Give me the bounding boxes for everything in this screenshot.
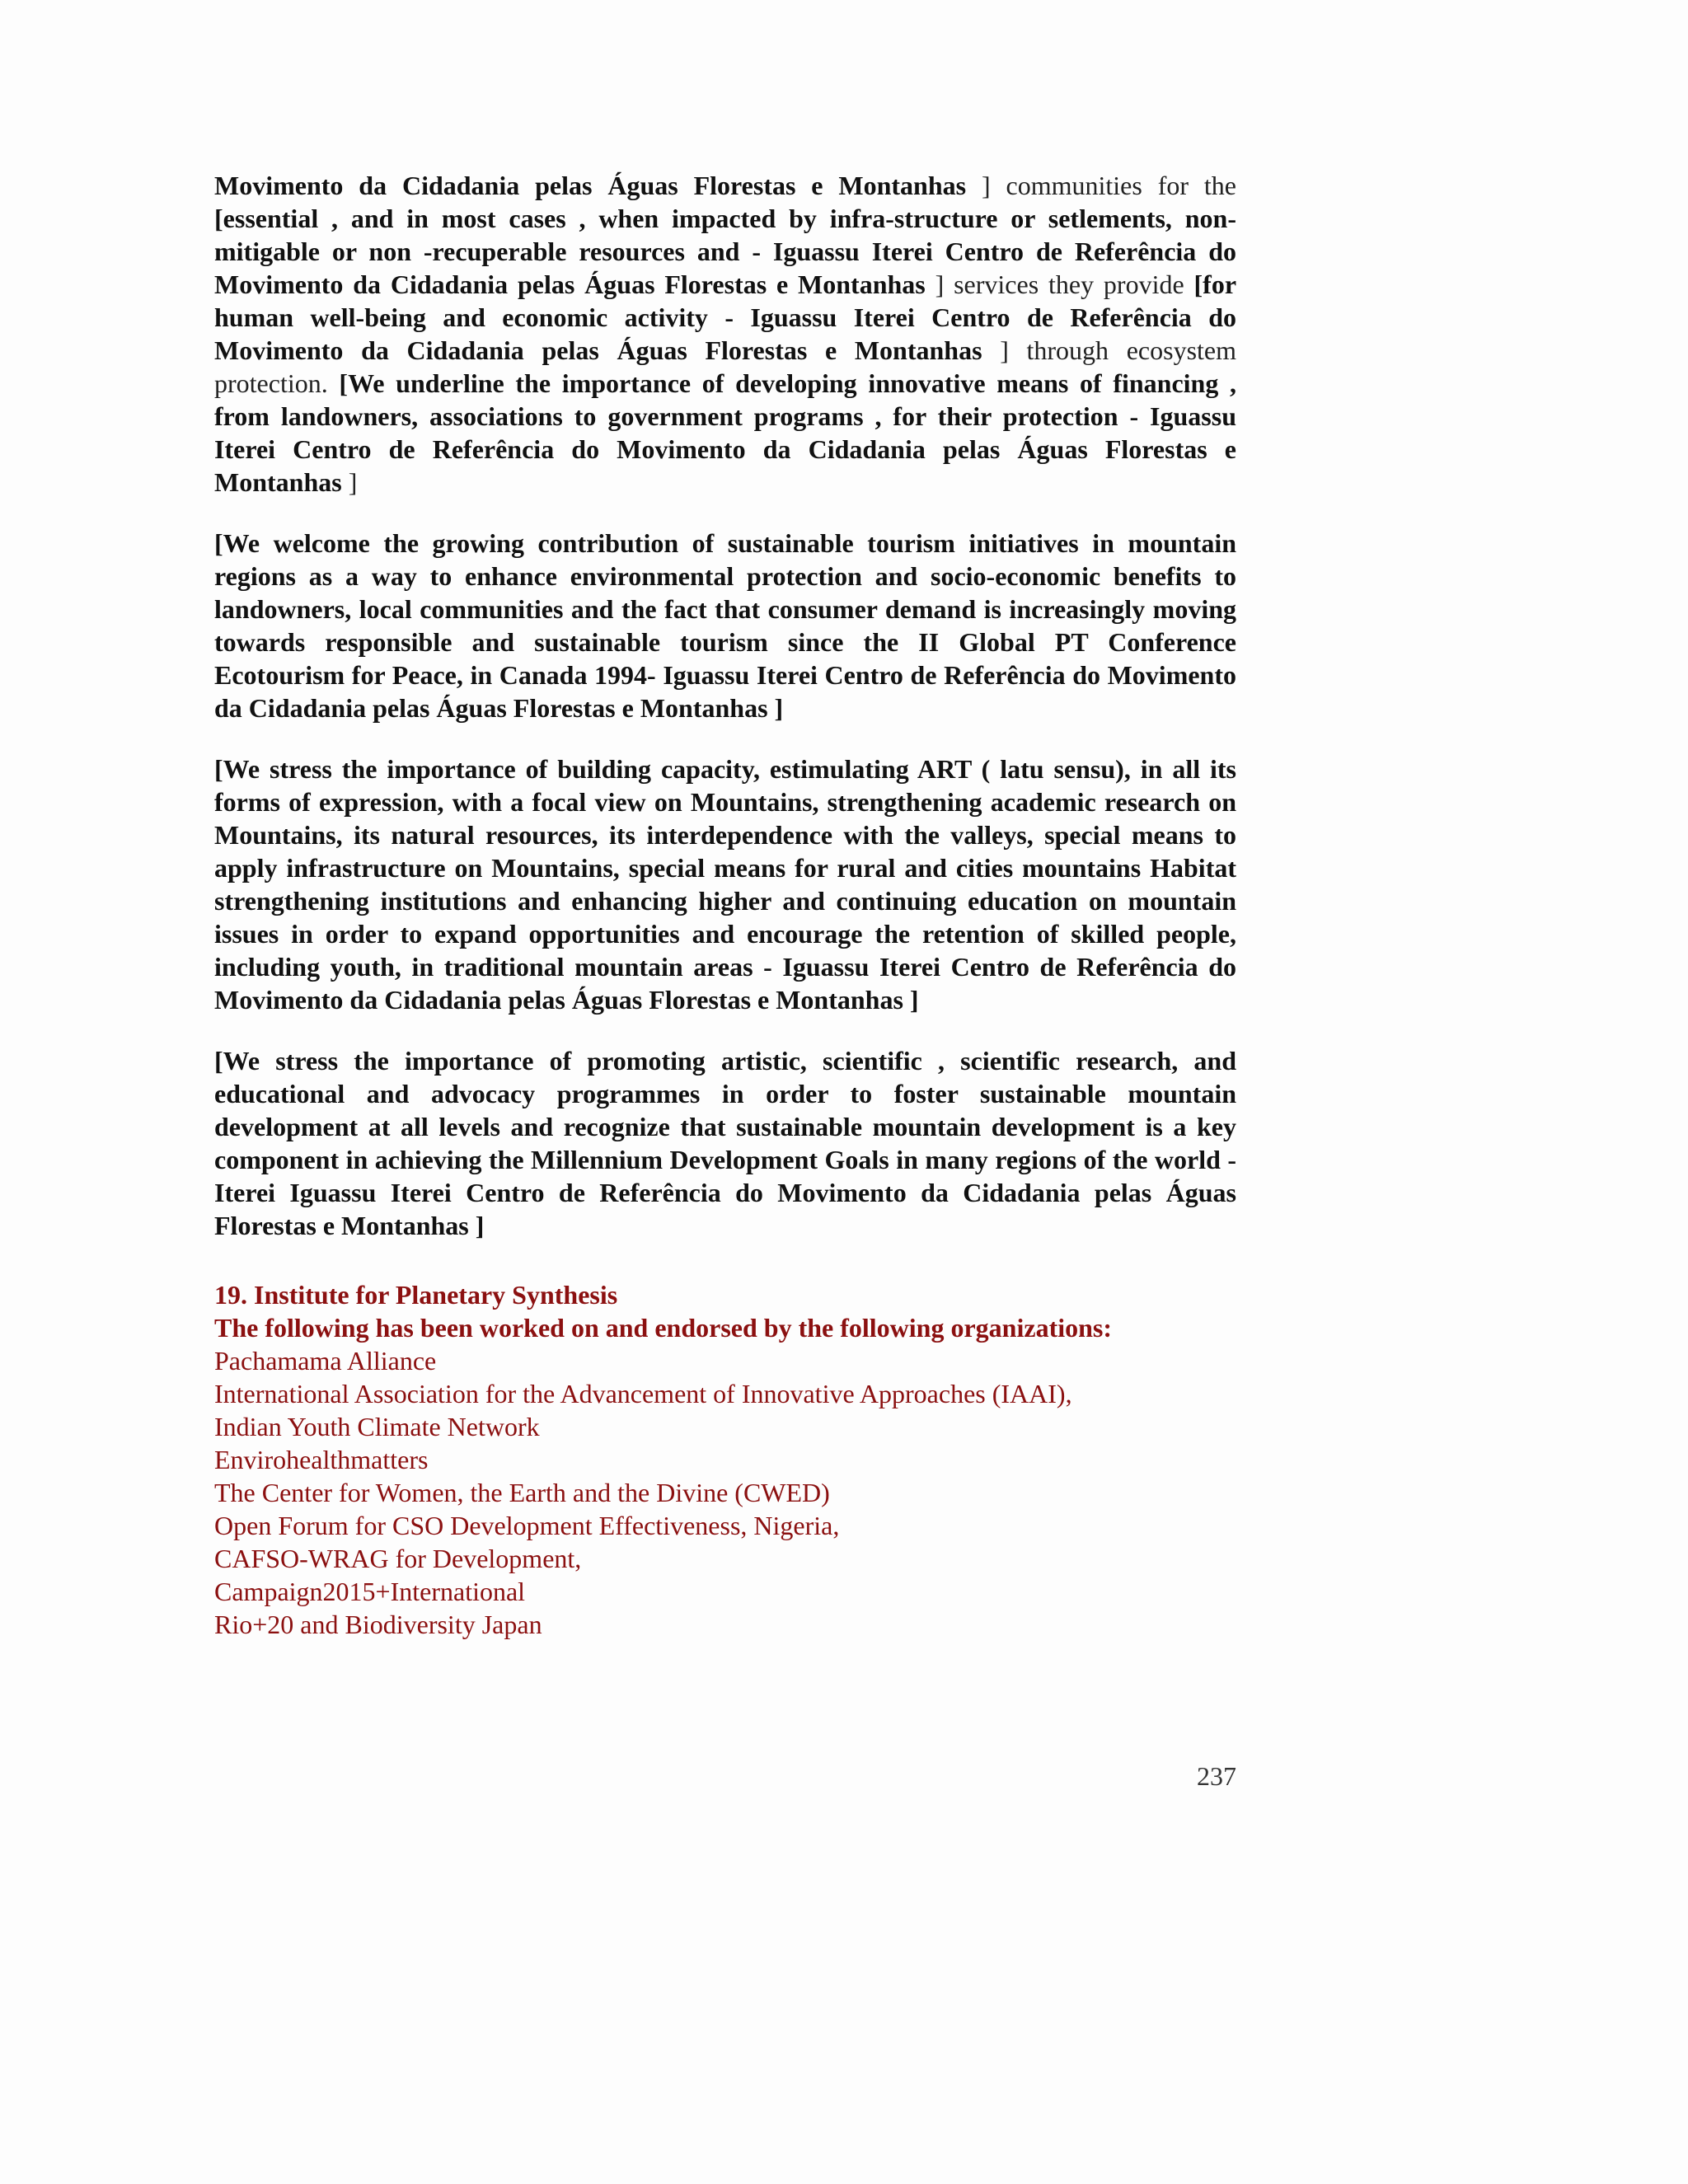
organization-item: The Center for Women, the Earth and the Divine (CWED) xyxy=(214,1478,830,1507)
organization-item: Indian Youth Climate Network xyxy=(214,1412,540,1441)
text-run: ] through ecosystem protection. xyxy=(214,335,1237,398)
organization-item: Open Forum for CSO Development Effectiveness, Nigeria, xyxy=(214,1511,840,1540)
organization-item: International Association for the Advancement of Innovative Approaches (IAAI), xyxy=(214,1379,1072,1408)
text-run: [We welcome the growing contribution of sustainable tourism initiatives in mountain regions as a way to enhance environmental protection and socio-economic benefits to landowners, local communities and the fact that consumer demand is increasingly moving towards responsible and sustainable tourism since the II Global PT Conference Ecotourism for Peace, in Canada 1994- Iguassu Iterei Centro de Referência do Movimento da Cidadania pelas Águas Florestas e Montanhas ] xyxy=(214,528,1236,723)
text-run: [We underline the importance of developing innovative means of financing , from landowners, associations to government programs , for their protection - Iguassu Iterei Centro de Referência do Movimento da Cidadania pelas Águas Florestas e Montanhas xyxy=(214,368,1237,497)
text-run: [We stress the importance of building capacity, estimulating ART ( latu sensu), in all its forms of expression, with a focal view on Mountains, strengthening academic research on Mountains, its natural resources, its interdependence with the valleys, special means to apply infrastructure on Mountains, special means for rural and cities mountains Habitat strengthening institutions and enhancing higher and continuing education on mountain issues in order to expand opportunities and encourage the retention of skilled people, including youth, in traditional mountain areas - Iguassu Iterei Centro de Referência do Movimento da Cidadania pelas Águas Florestas e Montanhas ] xyxy=(214,754,1236,1015)
text-run: ] communities for the xyxy=(966,171,1237,200)
paragraph-1 xyxy=(214,169,1236,499)
text-run: ] services they provide xyxy=(925,269,1194,299)
organization-list xyxy=(214,1344,1236,1641)
section-title: 19. Institute for Planetary Synthesis xyxy=(214,1280,618,1310)
organization-item: Campaign2015+International xyxy=(214,1577,526,1606)
text-run: ] xyxy=(341,467,358,497)
page-number: 237 xyxy=(1197,1761,1236,1791)
text-run: [for human well-being and economic activity - Iguassu Iterei Centro de Referência do Movimento da Cidadania pelas Águas Florestas e Montanhas xyxy=(214,269,1237,365)
paragraph-4 xyxy=(214,1044,1236,1242)
organization-item: Envirohealthmatters xyxy=(214,1445,429,1474)
paragraph-3 xyxy=(214,752,1236,1016)
section-subtitle: The following has been worked on and endorsed by the following organizations: xyxy=(214,1313,1113,1343)
paragraph-2 xyxy=(214,527,1236,724)
endorsement-section xyxy=(214,1278,1236,1641)
text-run: Movimento da Cidadania pelas Águas Florestas e Montanhas xyxy=(214,171,967,200)
organization-item: Rio+20 and Biodiversity Japan xyxy=(214,1610,542,1639)
page-content xyxy=(214,169,1236,1641)
organization-item: CAFSO-WRAG for Development, xyxy=(214,1544,582,1573)
text-run: [essential , and in most cases , when impacted by infra-structure or setlements, non-mitigable or non -recuperable resources and - Iguassu Iterei Centro de Referência do Movimento da Cidadania pelas Águas Florestas e Montanhas xyxy=(214,204,1236,299)
organization-item: Pachamama Alliance xyxy=(214,1346,437,1376)
text-run: [We stress the importance of promoting artistic, scientific , scientific research, and educational and advocacy programmes in order to foster sustainable mountain development at all levels and recognize that sustainable mountain development is a key component in achieving the Millennium Development Goals in many regions of the world - Iterei Iguassu Iterei Centro de Referência do Movimento da Cidadania pelas Águas Florestas e Montanhas ] xyxy=(214,1046,1236,1240)
